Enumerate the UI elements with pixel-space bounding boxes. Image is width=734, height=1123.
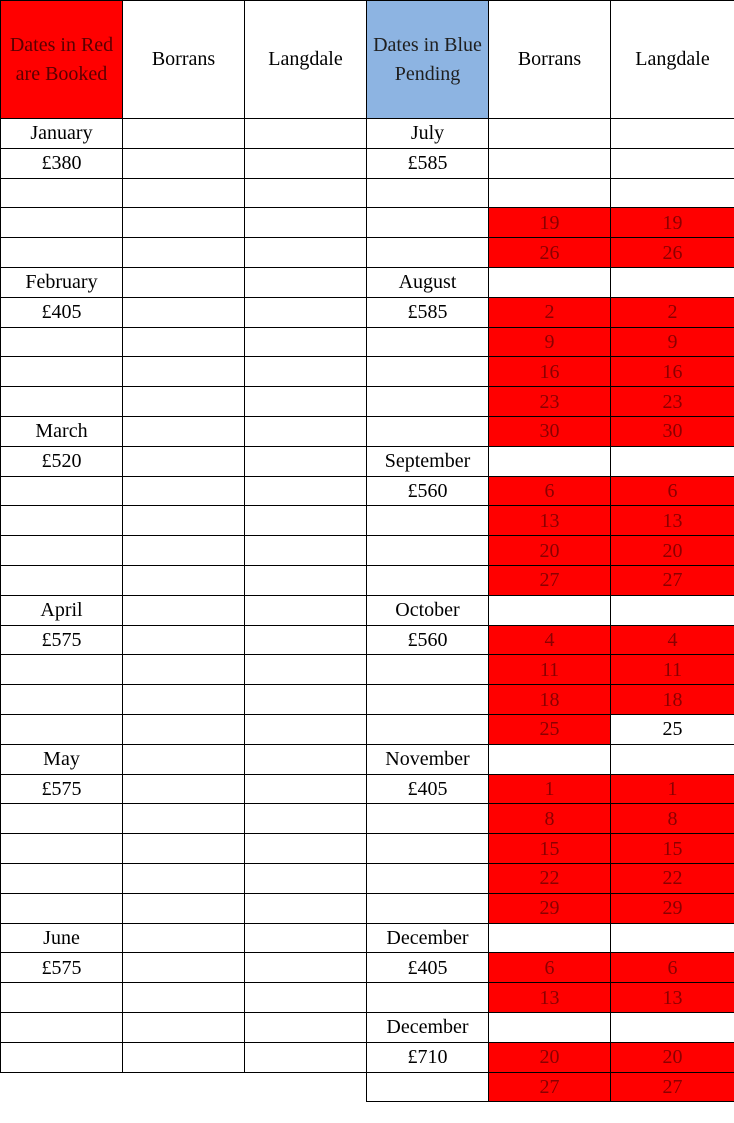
- langdale-date-cell: [245, 178, 367, 208]
- borrans-date-cell: 11: [489, 655, 611, 685]
- month-price-cell: [1, 834, 123, 864]
- table-row: [367, 536, 734, 566]
- table-row: [367, 238, 734, 268]
- table-row: [367, 655, 734, 685]
- table-row: [367, 685, 734, 715]
- borrans-date-cell: [489, 744, 611, 774]
- langdale-date-cell: 13: [611, 506, 734, 536]
- table-row: [367, 416, 734, 446]
- table-row: [367, 804, 734, 834]
- borrans-date-cell: [123, 238, 245, 268]
- month-price-cell: [367, 983, 489, 1013]
- borrans-date-cell: [123, 923, 245, 953]
- langdale-date-cell: 6: [611, 953, 734, 983]
- table-row: [1, 1042, 367, 1072]
- borrans-date-cell: 29: [489, 893, 611, 923]
- langdale-date-cell: [245, 714, 367, 744]
- borrans-date-cell: [123, 446, 245, 476]
- langdale-date-cell: 1: [611, 774, 734, 804]
- right-borrans-header: Borrans: [489, 1, 611, 119]
- month-price-cell: December: [367, 1012, 489, 1042]
- borrans-date-cell: [123, 178, 245, 208]
- langdale-date-cell: [611, 744, 734, 774]
- table-row: [367, 119, 734, 149]
- month-price-cell: [367, 238, 489, 268]
- table-row: [1, 178, 367, 208]
- table-row: [367, 774, 734, 804]
- table-row: [367, 565, 734, 595]
- month-price-cell: [367, 178, 489, 208]
- month-price-cell: August: [367, 267, 489, 297]
- borrans-date-cell: [123, 327, 245, 357]
- table-row: [367, 893, 734, 923]
- month-price-cell: July: [367, 119, 489, 149]
- month-price-cell: £710: [367, 1042, 489, 1072]
- langdale-date-cell: 13: [611, 983, 734, 1013]
- table-row: [1, 893, 367, 923]
- langdale-date-cell: 29: [611, 893, 734, 923]
- table-row: [1, 774, 367, 804]
- borrans-date-cell: [489, 267, 611, 297]
- table-row: [1, 357, 367, 387]
- langdale-date-cell: 27: [611, 1072, 734, 1102]
- borrans-date-cell: 30: [489, 416, 611, 446]
- borrans-date-cell: 26: [489, 238, 611, 268]
- langdale-date-cell: [245, 208, 367, 238]
- table-row: [1, 119, 367, 149]
- langdale-date-cell: [245, 953, 367, 983]
- langdale-date-cell: [245, 565, 367, 595]
- langdale-date-cell: [611, 267, 734, 297]
- langdale-date-cell: [245, 774, 367, 804]
- borrans-date-cell: 6: [489, 476, 611, 506]
- month-price-cell: [367, 565, 489, 595]
- borrans-date-cell: 22: [489, 863, 611, 893]
- month-price-cell: [1, 1012, 123, 1042]
- table-row: [367, 744, 734, 774]
- borrans-date-cell: 25: [489, 714, 611, 744]
- table-row: [367, 1042, 734, 1072]
- borrans-date-cell: [123, 804, 245, 834]
- langdale-date-cell: [245, 297, 367, 327]
- table-row: [1, 297, 367, 327]
- table-row: [1, 387, 367, 417]
- borrans-date-cell: 9: [489, 327, 611, 357]
- month-price-cell: [1, 357, 123, 387]
- table-row: [367, 357, 734, 387]
- month-price-cell: [1, 238, 123, 268]
- langdale-date-cell: [611, 923, 734, 953]
- table-row: [1, 655, 367, 685]
- borrans-date-cell: [123, 565, 245, 595]
- month-price-cell: [367, 327, 489, 357]
- langdale-date-cell: [245, 804, 367, 834]
- langdale-date-cell: [245, 119, 367, 149]
- langdale-date-cell: [245, 1012, 367, 1042]
- borrans-date-cell: [123, 655, 245, 685]
- langdale-date-cell: [245, 1042, 367, 1072]
- table-row: [1, 595, 367, 625]
- borrans-date-cell: [123, 625, 245, 655]
- borrans-date-cell: 20: [489, 536, 611, 566]
- month-price-cell: February: [1, 267, 123, 297]
- langdale-date-cell: 11: [611, 655, 734, 685]
- table-row: [367, 327, 734, 357]
- table-row: [1, 148, 367, 178]
- langdale-date-cell: 2: [611, 297, 734, 327]
- table-row: [367, 595, 734, 625]
- table-row: [1, 208, 367, 238]
- month-price-cell: June: [1, 923, 123, 953]
- table-row: [367, 297, 734, 327]
- left-booking-table: [0, 0, 367, 1073]
- langdale-date-cell: [245, 834, 367, 864]
- table-row: [367, 1072, 734, 1102]
- table-row: [367, 208, 734, 238]
- month-price-cell: [367, 1072, 489, 1102]
- month-price-cell: [367, 506, 489, 536]
- langdale-date-cell: 8: [611, 804, 734, 834]
- month-price-cell: [367, 208, 489, 238]
- month-price-cell: [367, 685, 489, 715]
- month-price-cell: £585: [367, 148, 489, 178]
- borrans-date-cell: [123, 208, 245, 238]
- table-row: [1, 238, 367, 268]
- month-price-cell: [1, 685, 123, 715]
- borrans-date-cell: [489, 595, 611, 625]
- langdale-date-cell: [611, 119, 734, 149]
- borrans-date-cell: 16: [489, 357, 611, 387]
- borrans-date-cell: 8: [489, 804, 611, 834]
- borrans-date-cell: [123, 416, 245, 446]
- borrans-date-cell: 2: [489, 297, 611, 327]
- month-price-cell: [1, 714, 123, 744]
- right-table-body: [367, 1, 734, 1102]
- month-price-cell: [367, 893, 489, 923]
- borrans-date-cell: [123, 714, 245, 744]
- table-row: [1, 863, 367, 893]
- table-row: [367, 834, 734, 864]
- month-price-cell: March: [1, 416, 123, 446]
- langdale-date-cell: [245, 327, 367, 357]
- langdale-date-cell: [611, 1012, 734, 1042]
- borrans-date-cell: [123, 476, 245, 506]
- table-row: [367, 1012, 734, 1042]
- table-row: [1, 267, 367, 297]
- left-header-row: [1, 1, 367, 119]
- month-price-cell: [367, 536, 489, 566]
- langdale-date-cell: [245, 238, 367, 268]
- left-borrans-header: Borrans: [123, 1, 245, 119]
- left-table-body: [1, 1, 367, 1073]
- langdale-date-cell: [245, 506, 367, 536]
- langdale-date-cell: [245, 148, 367, 178]
- langdale-date-cell: [245, 476, 367, 506]
- langdale-date-cell: [245, 416, 367, 446]
- langdale-date-cell: [245, 655, 367, 685]
- borrans-date-cell: [123, 744, 245, 774]
- table-row: [1, 565, 367, 595]
- table-row: [1, 744, 367, 774]
- table-row: [1, 506, 367, 536]
- table-row: [367, 983, 734, 1013]
- right-booking-table: [366, 0, 734, 1102]
- month-price-cell: £560: [367, 625, 489, 655]
- langdale-date-cell: 25: [611, 714, 734, 744]
- table-row: [1, 625, 367, 655]
- table-row: [367, 476, 734, 506]
- langdale-date-cell: [245, 446, 367, 476]
- table-row: [367, 923, 734, 953]
- month-price-cell: £520: [1, 446, 123, 476]
- borrans-date-cell: [123, 834, 245, 864]
- table-row: [367, 148, 734, 178]
- month-price-cell: [1, 893, 123, 923]
- langdale-date-cell: [245, 387, 367, 417]
- borrans-date-cell: [123, 863, 245, 893]
- month-price-cell: [1, 536, 123, 566]
- langdale-date-cell: 26: [611, 238, 734, 268]
- langdale-date-cell: 19: [611, 208, 734, 238]
- langdale-date-cell: [611, 148, 734, 178]
- month-price-cell: [367, 387, 489, 417]
- langdale-date-cell: [245, 357, 367, 387]
- month-price-cell: [367, 804, 489, 834]
- month-price-cell: [1, 1042, 123, 1072]
- borrans-date-cell: [489, 178, 611, 208]
- month-price-cell: October: [367, 595, 489, 625]
- table-row: [1, 834, 367, 864]
- langdale-date-cell: 22: [611, 863, 734, 893]
- month-price-cell: £575: [1, 953, 123, 983]
- borrans-date-cell: [123, 357, 245, 387]
- borrans-date-cell: [123, 1012, 245, 1042]
- table-row: [367, 178, 734, 208]
- langdale-date-cell: 20: [611, 536, 734, 566]
- table-row: [1, 416, 367, 446]
- borrans-date-cell: 23: [489, 387, 611, 417]
- month-price-cell: [1, 565, 123, 595]
- langdale-date-cell: 23: [611, 387, 734, 417]
- langdale-date-cell: 15: [611, 834, 734, 864]
- booked-legend-cell: Dates in Red are Booked: [1, 1, 123, 119]
- borrans-date-cell: 27: [489, 1072, 611, 1102]
- borrans-date-cell: [489, 148, 611, 178]
- langdale-date-cell: 9: [611, 327, 734, 357]
- month-price-cell: April: [1, 595, 123, 625]
- table-row: [1, 953, 367, 983]
- month-price-cell: [367, 655, 489, 685]
- month-price-cell: £380: [1, 148, 123, 178]
- table-row: [367, 446, 734, 476]
- langdale-date-cell: 16: [611, 357, 734, 387]
- borrans-date-cell: [489, 446, 611, 476]
- table-row: [1, 714, 367, 744]
- borrans-date-cell: 27: [489, 565, 611, 595]
- langdale-date-cell: [245, 863, 367, 893]
- langdale-date-cell: 4: [611, 625, 734, 655]
- langdale-date-cell: 30: [611, 416, 734, 446]
- month-price-cell: [367, 714, 489, 744]
- right-header-row: [367, 1, 734, 119]
- month-price-cell: November: [367, 744, 489, 774]
- borrans-date-cell: [123, 983, 245, 1013]
- month-price-cell: [1, 804, 123, 834]
- borrans-date-cell: [123, 148, 245, 178]
- pending-legend-cell: Dates in Blue Pending: [367, 1, 489, 119]
- month-price-cell: [1, 387, 123, 417]
- month-price-cell: May: [1, 744, 123, 774]
- month-price-cell: £405: [1, 297, 123, 327]
- month-price-cell: [1, 655, 123, 685]
- month-price-cell: [367, 357, 489, 387]
- month-price-cell: £560: [367, 476, 489, 506]
- month-price-cell: [367, 416, 489, 446]
- borrans-date-cell: [123, 685, 245, 715]
- month-price-cell: [1, 983, 123, 1013]
- borrans-date-cell: [123, 536, 245, 566]
- borrans-date-cell: 13: [489, 506, 611, 536]
- langdale-date-cell: [245, 744, 367, 774]
- langdale-date-cell: [245, 536, 367, 566]
- table-row: [367, 506, 734, 536]
- month-price-cell: [1, 178, 123, 208]
- month-price-cell: [367, 834, 489, 864]
- table-row: [367, 625, 734, 655]
- langdale-date-cell: 27: [611, 565, 734, 595]
- borrans-date-cell: [123, 595, 245, 625]
- borrans-date-cell: [123, 1042, 245, 1072]
- borrans-date-cell: 13: [489, 983, 611, 1013]
- table-row: [1, 983, 367, 1013]
- month-price-cell: December: [367, 923, 489, 953]
- langdale-date-cell: [611, 178, 734, 208]
- langdale-date-cell: [611, 446, 734, 476]
- langdale-date-cell: [245, 267, 367, 297]
- table-row: [1, 536, 367, 566]
- borrans-date-cell: [123, 387, 245, 417]
- langdale-date-cell: 18: [611, 685, 734, 715]
- table-row: [367, 387, 734, 417]
- table-row: [367, 863, 734, 893]
- borrans-date-cell: 19: [489, 208, 611, 238]
- borrans-date-cell: [123, 506, 245, 536]
- table-row: [1, 804, 367, 834]
- month-price-cell: [1, 476, 123, 506]
- table-row: [1, 476, 367, 506]
- month-price-cell: [1, 327, 123, 357]
- table-row: [367, 953, 734, 983]
- table-row: [1, 446, 367, 476]
- borrans-date-cell: 15: [489, 834, 611, 864]
- borrans-date-cell: [123, 267, 245, 297]
- langdale-date-cell: [245, 983, 367, 1013]
- table-row: [1, 685, 367, 715]
- month-price-cell: [1, 208, 123, 238]
- right-langdale-header: Langdale: [611, 1, 734, 119]
- borrans-date-cell: 4: [489, 625, 611, 655]
- borrans-date-cell: [489, 1012, 611, 1042]
- borrans-date-cell: [123, 297, 245, 327]
- borrans-date-cell: 18: [489, 685, 611, 715]
- borrans-date-cell: [123, 953, 245, 983]
- borrans-date-cell: [123, 119, 245, 149]
- month-price-cell: [1, 863, 123, 893]
- month-price-cell: £575: [1, 774, 123, 804]
- langdale-date-cell: [245, 625, 367, 655]
- month-price-cell: January: [1, 119, 123, 149]
- month-price-cell: September: [367, 446, 489, 476]
- langdale-date-cell: 6: [611, 476, 734, 506]
- langdale-date-cell: [245, 685, 367, 715]
- table-row: [1, 327, 367, 357]
- table-row: [367, 267, 734, 297]
- borrans-date-cell: [123, 774, 245, 804]
- month-price-cell: £575: [1, 625, 123, 655]
- left-langdale-header: Langdale: [245, 1, 367, 119]
- month-price-cell: £585: [367, 297, 489, 327]
- borrans-date-cell: [489, 923, 611, 953]
- table-row: [367, 714, 734, 744]
- langdale-date-cell: [245, 595, 367, 625]
- table-row: [1, 1012, 367, 1042]
- borrans-date-cell: [489, 119, 611, 149]
- month-price-cell: [367, 863, 489, 893]
- langdale-date-cell: [245, 923, 367, 953]
- langdale-date-cell: [245, 893, 367, 923]
- table-row: [1, 923, 367, 953]
- month-price-cell: [1, 506, 123, 536]
- month-price-cell: £405: [367, 953, 489, 983]
- borrans-date-cell: 6: [489, 953, 611, 983]
- month-price-cell: £405: [367, 774, 489, 804]
- langdale-date-cell: [611, 595, 734, 625]
- langdale-date-cell: 20: [611, 1042, 734, 1072]
- borrans-date-cell: 1: [489, 774, 611, 804]
- borrans-date-cell: 20: [489, 1042, 611, 1072]
- borrans-date-cell: [123, 893, 245, 923]
